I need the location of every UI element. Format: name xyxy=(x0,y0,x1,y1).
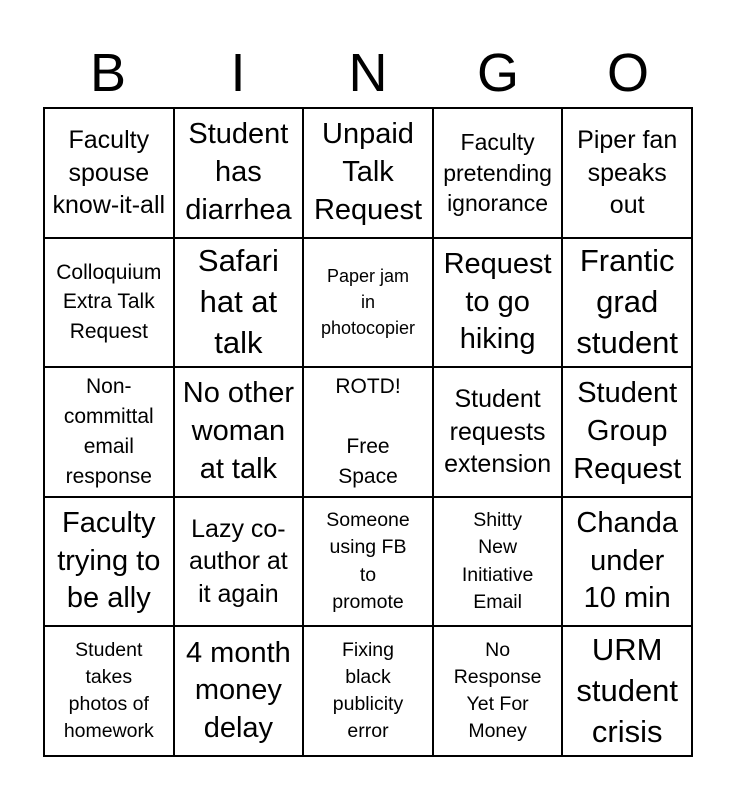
bingo-cell-r3c2[interactable] xyxy=(174,367,304,497)
bingo-cell-r4c1[interactable] xyxy=(44,497,174,627)
cell-text: 4 month money delay xyxy=(185,636,291,745)
cell-text: Student Group Request xyxy=(573,377,682,485)
header-letter-i: I xyxy=(230,43,246,103)
cell-text: Paper jam in photocopier xyxy=(320,266,416,339)
cell-text: Student has diarrhea xyxy=(185,118,292,226)
bingo-cell-r3c4[interactable] xyxy=(433,367,563,497)
bingo-cell-r2c5[interactable] xyxy=(562,238,692,368)
bingo-cell-r2c3[interactable] xyxy=(303,238,433,368)
cell-text: Unpaid Talk Request xyxy=(313,118,422,226)
cell-text: No Response Yet For Money xyxy=(453,638,542,743)
cell-text: Piper fan speaks out xyxy=(577,126,678,220)
cell-text: Request to go hiking xyxy=(443,247,552,356)
free-space-cell[interactable] xyxy=(303,367,433,497)
cell-text: Non- committal email response xyxy=(63,375,154,488)
cell-text: No other woman at talk xyxy=(182,377,294,485)
bingo-cell-r4c3[interactable] xyxy=(303,497,433,627)
cell-text: Faculty pretending ignorance xyxy=(443,128,552,217)
bingo-cell-r4c2[interactable] xyxy=(174,497,304,627)
bingo-cell-r1c5[interactable] xyxy=(562,108,692,238)
cell-text: Safari hat at talk xyxy=(197,243,279,360)
bingo-cell-r3c5[interactable] xyxy=(562,367,692,497)
bingo-board xyxy=(43,107,693,757)
bingo-cell-r5c2[interactable] xyxy=(174,626,304,756)
bingo-cell-r4c5[interactable] xyxy=(562,497,692,627)
bingo-cell-r3c1[interactable] xyxy=(44,367,174,497)
bingo-cell-r2c1[interactable] xyxy=(44,238,174,368)
cell-text: Faculty spouse know-it-all xyxy=(52,126,166,220)
cell-text: URM student crisis xyxy=(576,631,679,749)
bingo-cell-r5c5[interactable] xyxy=(562,626,692,756)
bingo-cell-r5c4[interactable] xyxy=(433,626,563,756)
cell-text: Chanda under 10 min xyxy=(576,507,678,615)
cell-text: Student takes photos of homework xyxy=(63,638,154,743)
cell-text: Someone using FB to promote xyxy=(326,509,410,613)
cell-text: Shitty New Initiative Email xyxy=(461,509,534,613)
cell-text: Colloquium Extra Talk Request xyxy=(56,260,162,344)
bingo-cell-r1c2[interactable] xyxy=(174,108,304,238)
bingo-header xyxy=(43,40,693,106)
header-letter-n: N xyxy=(348,43,388,103)
cell-text: Frantic grad student xyxy=(576,243,679,360)
bingo-cell-r1c3[interactable] xyxy=(303,108,433,238)
header-letter-g: G xyxy=(476,43,519,103)
bingo-cell-r2c2[interactable] xyxy=(174,238,304,368)
bingo-cell-r1c1[interactable] xyxy=(44,108,174,238)
cell-text: Faculty trying to be ally xyxy=(57,507,161,615)
bingo-cell-r2c4[interactable] xyxy=(433,238,563,368)
bingo-cell-r4c4[interactable] xyxy=(433,497,563,627)
cell-text: Fixing black publicity error xyxy=(332,638,404,743)
bingo-cell-r5c3[interactable] xyxy=(303,626,433,756)
free-space-text: ROTD! Free Space xyxy=(335,375,401,488)
cell-text: Lazy co- author at it again xyxy=(189,514,288,608)
bingo-cell-r5c1[interactable] xyxy=(44,626,174,756)
cell-text: Student requests extension xyxy=(444,385,552,479)
header-letter-o: O xyxy=(606,43,649,103)
bingo-cell-r1c4[interactable] xyxy=(433,108,563,238)
header-letter-b: B xyxy=(89,43,127,103)
